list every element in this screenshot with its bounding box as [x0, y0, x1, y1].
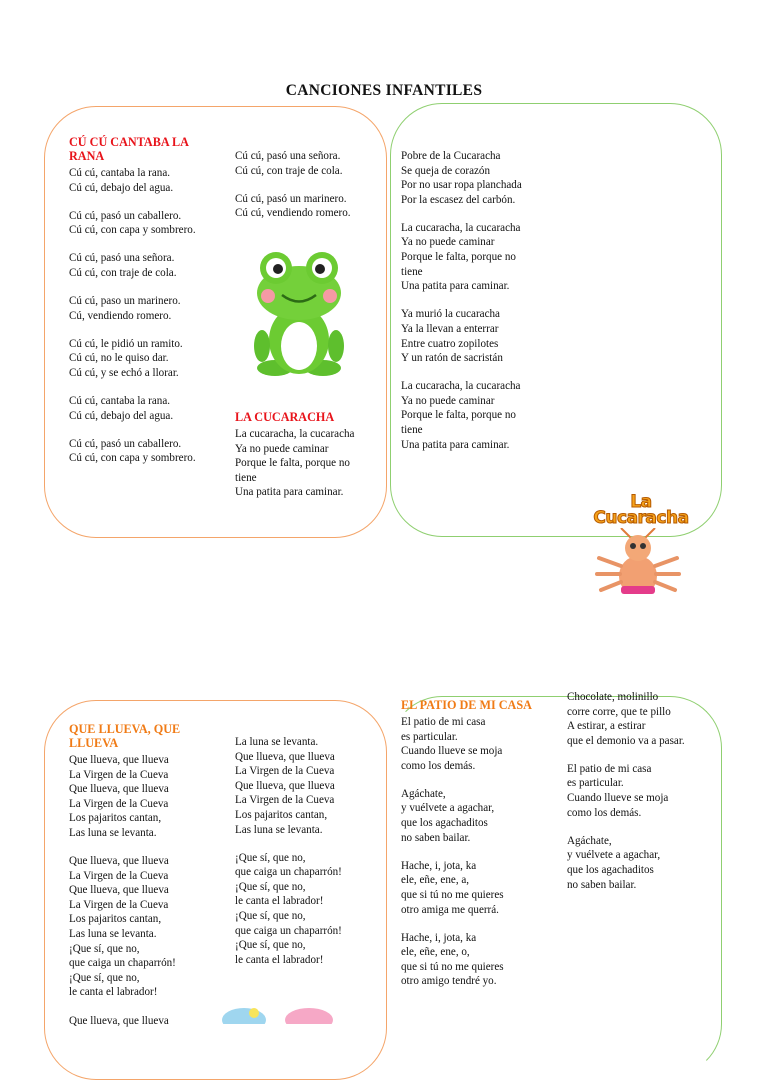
- verse-line: Chocolate, molinillo: [567, 691, 659, 703]
- stanza: [235, 427, 367, 500]
- patio-col2-stanzas: [567, 690, 717, 892]
- verse-line: Ya no puede caminar: [401, 236, 495, 249]
- verse-line: Que llueva, que llueva: [69, 855, 169, 868]
- verse-line: Una patita para caminar.: [401, 280, 510, 293]
- verse-line: Cú cú, pasó una señora.: [235, 150, 341, 162]
- cucu-column-1: [69, 135, 219, 479]
- cockroach-skirt: [621, 586, 655, 594]
- verse-line: Se queja de corazón: [401, 164, 491, 177]
- cucaracha-col1-stanzas: [235, 427, 367, 500]
- stanza: [401, 149, 533, 207]
- verse-line: y vuélvete a agachar,: [401, 802, 495, 815]
- verse-line: Pobre de la Cucaracha: [401, 150, 501, 162]
- verse-line: Hache, i, jota, ka: [401, 931, 477, 944]
- cucu-column-2: [235, 149, 375, 234]
- verse-line: Cú cú, y se echó a llorar.: [69, 366, 179, 379]
- stanza: [69, 251, 219, 280]
- verse-line: La luna se levanta.: [235, 736, 319, 748]
- patio-column-1: [401, 698, 551, 1003]
- stanza: [235, 192, 375, 221]
- verse-line: Agáchate,: [401, 787, 446, 800]
- verse-line: Las luna se levanta.: [69, 826, 157, 839]
- verse-line: que el demonio va a pasar.: [567, 734, 685, 747]
- verse-line: Que llueva, que llueva: [235, 779, 335, 792]
- verse-line: le canta el labrador!: [69, 986, 158, 999]
- verse-line: Que llueva, que llueva: [69, 1014, 169, 1027]
- verse-line: La Virgen de la Cueva: [69, 869, 169, 882]
- stanza: [401, 221, 533, 294]
- verse-line: ¡Que sí, que no,: [235, 851, 306, 864]
- cucaracha-column-1: [235, 410, 367, 513]
- verse-line: que caiga un chaparrón!: [235, 866, 342, 879]
- lluvia-column-1: [69, 722, 219, 1042]
- stanza: [235, 735, 375, 837]
- stanza: [401, 859, 551, 917]
- verse-line: Que llueva, que llueva: [69, 884, 169, 897]
- cucu-col1-stanzas: [69, 166, 219, 466]
- stanza: [401, 307, 533, 365]
- cockroach-right-eye: [640, 543, 646, 549]
- patio-col1-stanzas: [401, 715, 551, 989]
- stanza: [567, 762, 717, 820]
- cloud-right: [285, 1008, 333, 1024]
- verse-line: Una patita para caminar.: [235, 486, 344, 499]
- verse-line: ¡Que sí, que no,: [235, 939, 306, 952]
- verse-line: Entre cuatro zopilotes: [401, 337, 499, 350]
- frog-left-cheek: [261, 289, 275, 303]
- verse-line: Cú cú, debajo del agua.: [69, 409, 174, 422]
- frog-left-arm: [254, 330, 270, 362]
- verse-line: Cú cú, con traje de cola.: [69, 266, 177, 279]
- verse-line: Cú cú, debajo del agua.: [69, 181, 174, 194]
- verse-line: le canta el labrador!: [235, 895, 324, 908]
- verse-line: Hache, i, jota, ka: [401, 859, 477, 872]
- verse-line: Porque le falta, porque no tiene: [401, 409, 516, 436]
- verse-line: que si tú no me quieres: [401, 960, 504, 973]
- verse-line: y vuélvete a agachar,: [567, 849, 661, 862]
- verse-line: Cú cú, pasó un marinero.: [235, 192, 347, 205]
- cockroach-leg: [599, 558, 621, 566]
- verse-line: Por la escasez del carbón.: [401, 193, 516, 206]
- stanza: [235, 149, 375, 178]
- verse-line: como los demás.: [401, 759, 476, 772]
- verse-line: La cucaracha, la cucaracha: [401, 221, 521, 234]
- verse-line: Agáchate,: [567, 834, 612, 847]
- verse-line: Cú cú, pasó un caballero.: [69, 437, 182, 450]
- verse-line: ¡Que sí, que no,: [69, 971, 140, 984]
- verse-line: Los pajaritos cantan,: [69, 812, 162, 825]
- lluvia-col1-stanzas: [69, 753, 219, 1028]
- verse-line: Las luna se levanta.: [235, 823, 323, 836]
- cockroach-left-eye: [630, 543, 636, 549]
- verse-line: La cucaracha, la cucaracha: [401, 380, 521, 393]
- patio-title-rule: [533, 696, 567, 697]
- verse-line: ele, eñe, ene, a,: [401, 874, 470, 887]
- frog-right-arm: [328, 330, 344, 362]
- frog-right-pupil: [315, 264, 325, 274]
- stanza: [401, 379, 533, 452]
- verse-line: que caiga un chaparrón!: [235, 924, 342, 937]
- verse-line: Cú cú, pasó una señora.: [69, 252, 175, 265]
- cockroach-illustration: [595, 528, 681, 594]
- cucaracha-col2-stanzas: [401, 149, 533, 452]
- stanza: [69, 166, 219, 195]
- verse-line: La Virgen de la Cueva: [69, 898, 169, 911]
- verse-line: Ya murió la cucaracha: [401, 308, 500, 321]
- verse-line: Cú cú, con traje de cola.: [235, 164, 343, 177]
- clouds-illustration: [214, 1004, 344, 1024]
- cloud-left: [222, 1008, 266, 1024]
- verse-line: Cú cú, cantaba la rana.: [69, 167, 171, 179]
- stanza: [69, 854, 219, 1000]
- frog-left-pupil: [273, 264, 283, 274]
- frog-right-cheek: [323, 289, 337, 303]
- stanza: [69, 437, 219, 466]
- verse-line: Cú cú, con capa y sombrero.: [69, 224, 196, 237]
- verse-line: Porque le falta, porque no tiene: [401, 251, 516, 278]
- stanza: [69, 1014, 219, 1029]
- cucaracha-title: LA CUCARACHA: [235, 410, 335, 424]
- lluvia-title: QUE LLUEVA, QUE LLUEVA: [69, 722, 181, 750]
- verse-line: Cú cú, con capa y sombrero.: [69, 452, 196, 465]
- cucaracha-logo: [586, 490, 696, 530]
- verse-line: La Virgen de la Cueva: [69, 768, 169, 781]
- page-title: CANCIONES INFANTILES: [285, 82, 483, 99]
- cucu-col2-stanzas: [235, 149, 375, 221]
- verse-line: La cucaracha, la cucaracha: [235, 428, 355, 440]
- stanza: [401, 787, 551, 845]
- verse-line: Porque le falta, porque no tiene: [235, 457, 350, 484]
- verse-line: que si tú no me quieres: [401, 888, 504, 901]
- verse-line: Cú cú, vendiendo romero.: [235, 207, 351, 220]
- verse-line: Por no usar ropa planchada: [401, 179, 522, 192]
- cucaracha-logo-text: La Cucaracha: [593, 492, 689, 528]
- verse-line: Que llueva, que llueva: [69, 754, 169, 766]
- verse-line: ¡Que sí, que no,: [235, 910, 306, 923]
- verse-line: Ya la llevan a enterrar: [401, 322, 499, 335]
- verse-line: Y un ratón de sacristán: [401, 352, 503, 365]
- verse-line: Una patita para caminar.: [401, 438, 510, 451]
- cockroach-head: [625, 535, 651, 561]
- verse-line: Ya no puede caminar: [401, 394, 495, 407]
- cloud-sun: [249, 1008, 259, 1018]
- verse-line: que los agachaditos: [401, 817, 488, 830]
- cockroach-leg: [601, 582, 621, 590]
- verse-line: Cú cú, cantaba la rana.: [69, 395, 171, 408]
- verse-line: Cuando llueve se moja: [401, 745, 503, 758]
- frog-illustration: [248, 248, 350, 380]
- verse-line: La Virgen de la Cueva: [235, 794, 335, 807]
- verse-line: Cú, vendiendo romero.: [69, 309, 172, 322]
- verse-line: no saben bailar.: [401, 831, 471, 844]
- verse-line: corre corre, que te pillo: [567, 705, 671, 718]
- verse-line: ¡Que sí, que no,: [235, 880, 306, 893]
- verse-line: Cuando llueve se moja: [567, 792, 669, 805]
- verse-line: La Virgen de la Cueva: [69, 797, 169, 810]
- patio-column-2: [567, 690, 717, 906]
- verse-line: otro amigo tendré yo.: [401, 975, 497, 988]
- verse-line: que caiga un chaparrón!: [69, 957, 176, 970]
- verse-line: ¡Que sí, que no,: [69, 942, 140, 955]
- verse-line: Cú cú, pasó un caballero.: [69, 209, 182, 222]
- stanza: [69, 209, 219, 238]
- stanza: [69, 394, 219, 423]
- verse-line: Las luna se levanta.: [69, 928, 157, 941]
- verse-line: Que llueva, que llueva: [235, 750, 335, 763]
- verse-line: Los pajaritos cantan,: [235, 808, 328, 821]
- stanza: [567, 834, 717, 892]
- verse-line: El patio de mi casa: [567, 762, 652, 775]
- verse-line: es particular.: [567, 777, 624, 790]
- frog-belly: [281, 322, 317, 370]
- verse-line: es particular.: [401, 730, 458, 743]
- cucu-title: CÚ CÚ CANTABA LA RANA: [69, 135, 189, 163]
- verse-line: El patio de mi casa: [401, 716, 486, 728]
- patio-title: EL PATIO DE MI CASA: [401, 698, 532, 712]
- verse-line: como los demás.: [567, 806, 642, 819]
- lluvia-column-2: [235, 735, 375, 981]
- cockroach-antenna-right: [645, 528, 655, 538]
- stanza: [401, 715, 551, 773]
- verse-line: Ya no puede caminar: [235, 442, 329, 455]
- verse-line: Cú cú, paso un marinero.: [69, 295, 181, 308]
- stanza: [69, 294, 219, 323]
- stanza: [235, 851, 375, 968]
- verse-line: La Virgen de la Cueva: [235, 765, 335, 778]
- cockroach-antenna-left: [621, 528, 631, 538]
- cockroach-leg: [655, 582, 675, 590]
- verse-line: le canta el labrador!: [235, 953, 324, 966]
- cucaracha-column-2: [401, 149, 533, 466]
- verse-line: que los agachaditos: [567, 863, 654, 876]
- verse-line: otro amiga me querrá.: [401, 903, 499, 916]
- cockroach-leg: [655, 558, 677, 566]
- stanza: [69, 753, 219, 841]
- verse-line: ele, eñe, ene, o,: [401, 946, 470, 959]
- verse-line: A estirar, a estirar: [567, 720, 646, 733]
- verse-line: Que llueva, que llueva: [69, 783, 169, 796]
- verse-line: no saben bailar.: [567, 878, 637, 891]
- verse-line: Los pajaritos cantan,: [69, 913, 162, 926]
- verse-line: Cú cú, le pidió un ramito.: [69, 337, 183, 350]
- stanza: [69, 337, 219, 381]
- stanza: [401, 931, 551, 989]
- lluvia-col2-stanzas: [235, 735, 375, 967]
- stanza: [567, 690, 717, 748]
- verse-line: Cú cú, no le quiso dar.: [69, 352, 169, 365]
